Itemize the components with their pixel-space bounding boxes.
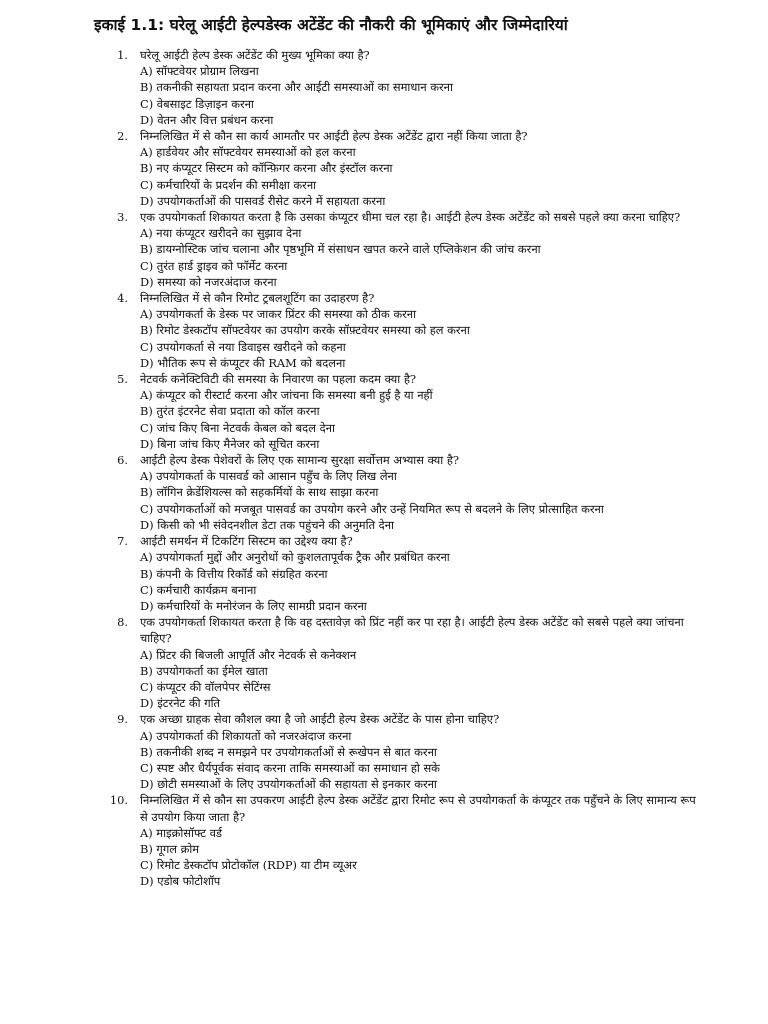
answer-option: D) बिना जांच किए मैनेजर को सूचित करना [140,436,320,451]
answer-option: B) तकनीकी शब्द न समझने पर उपयोगकर्ताओं से रूखेपन से बात करना [140,744,437,759]
question-item [94,792,698,889]
answer-option: B) तकनीकी सहायता प्रदान करना और आईटी समस्याओं का समाधान करना [140,80,453,95]
option-list [140,728,698,793]
page-title: इकाई 1.1: घरेलू आईटी हेल्पडेस्क अटेंडेंट की नौकरी की भूमिकाएं और जिम्मेदारियां [94,16,568,34]
answer-option: B) डायग्नोस्टिक जांच चलाना और पृष्ठभूमि में संसाधन खपत करने वाले एप्लिकेशन की जांच करना [140,242,541,257]
option-list [140,647,698,712]
answer-option: B) रिमोट डेस्कटॉप सॉफ्टवेयर का उपयोग करके सॉफ़्टवेयर समस्या को हल करना [140,323,470,338]
answer-option: D) वेतन और वित्त प्रबंधन करना [140,112,274,127]
question-item [94,371,698,452]
question-item [94,290,698,371]
question-number: 7. [117,534,128,549]
answer-option: A) उपयोगकर्ता के पासवर्ड को आसान पहुँच के लिए लिख लेना [140,469,397,484]
answer-option: C) जांच किए बिना नेटवर्क केबल को बदल देना [140,420,335,435]
option-list [140,144,698,209]
question-text: नेटवर्क कनेक्टिविटी की समस्या के निवारण का पहला कदम क्या है? [140,372,416,387]
answer-option: C) स्पष्ट और धैर्यपूर्वक संवाद करना ताकि समस्याओं का समाधान हो सके [140,760,440,775]
answer-option: D) भौतिक रूप से कंप्यूटर की RAM को बदलना [140,355,346,370]
answer-option: A) हार्डवेयर और सॉफ्टवेयर समस्याओं को हल करना [140,145,356,160]
answer-option: C) उपयोगकर्ताओं को मजबूत पासवर्ड का उपयोग करने और उन्हें नियमित रूप से बदलने के लिए प्रोत्साहित करना [140,501,604,516]
answer-option: C) रिमोट डेस्कटॉप प्रोटोकॉल (RDP) या टीम व्यूअर [140,858,357,873]
answer-option: D) किसी को भी संवेदनशील डेटा तक पहुंचने की अनुमति देना [140,517,395,532]
answer-option: B) गूगल क्रोम [140,841,200,856]
answer-option: A) प्रिंटर की बिजली आपूर्ति और नेटवर्क से कनेक्शन [140,647,357,662]
answer-option: C) वेबसाइट डिज़ाइन करना [140,96,254,111]
question-text: घरेलू आईटी हेल्प डेस्क अटेंडेंट की मुख्य भूमिका क्या है? [140,48,370,62]
option-list [140,225,698,290]
question-item [94,533,698,614]
answer-option: D) इंटरनेट की गति [140,696,221,711]
answer-option: C) कर्मचारी कार्यक्रम बनाना [140,582,257,597]
answer-option: D) एडोब फोटोशॉप [140,874,221,889]
question-text: निम्नलिखित में से कौन रिमोट ट्रबलशूटिंग का उदाहरण है? [140,291,375,306]
question-item [94,452,698,533]
question-text: एक उपयोगकर्ता शिकायत करता है कि वह दस्तावेज़ को प्रिंट नहीं कर पा रहा है। आईटी हेल्प डेस्क अटेंडेंट को सबसे पहले क्या जांचना चाहिए? [140,615,684,646]
answer-option: C) कंप्यूटर की वॉलपेपर सेटिंग्स [140,679,271,694]
answer-option: B) नए कंप्यूटर सिस्टम को कॉन्फ़िगर करना और इंस्टॉल करना [140,161,393,176]
answer-option: A) उपयोगकर्ता मुद्दों और अनुरोधों को कुशलतापूर्वक ट्रैक और प्रबंधित करना [140,550,450,565]
answer-option: D) समस्या को नजरअंदाज करना [140,274,277,289]
question-text: एक उपयोगकर्ता शिकायत करता है कि उसका कंप्यूटर धीमा चल रहा है। आईटी हेल्प डेस्क अटेंडेंट को सबसे पहले क्या करना चाहिए? [140,210,681,225]
answer-option: D) कर्मचारियों के मनोरंजन के लिए सामग्री प्रदान करना [140,598,367,613]
answer-option: B) कंपनी के वित्तीय रिकॉर्ड को संग्रहित करना [140,566,328,581]
option-list [140,387,698,452]
answer-option: A) कंप्यूटर को रीस्टार्ट करना और जांचना कि समस्या बनी हुई है या नहीं [140,388,433,403]
question-number: 10. [109,793,128,808]
question-item [94,614,698,711]
question-text: निम्नलिखित में से कौन सा कार्य आमतौर पर आईटी हेल्प डेस्क अटेंडेंट द्वारा नहीं किया जाता है? [140,129,528,144]
question-text: आईटी हेल्प डेस्क पेशेवरों के लिए एक सामान्य सुरक्षा सर्वोत्तम अभ्यास क्या है? [140,453,460,468]
question-item [94,128,698,209]
question-text: आईटी समर्थन में टिकटिंग सिस्टम का उद्देश्य क्या है? [140,534,353,549]
answer-option: A) उपयोगकर्ता की शिकायतों को नजरअंदाज करना [140,728,352,743]
question-number: 3. [117,210,128,225]
option-list [140,825,698,890]
answer-option: C) उपयोगकर्ता से नया डिवाइस खरीदने को कहना [140,339,346,354]
answer-option: B) उपयोगकर्ता का ईमेल खाता [140,663,268,678]
question-item [94,209,698,290]
answer-option: C) कर्मचारियों के प्रदर्शन की समीक्षा करना [140,177,317,192]
question-number: 1. [117,48,128,62]
question-number: 2. [117,129,128,144]
answer-option: A) माइक्रोसॉफ्ट वर्ड [140,825,223,840]
question-number: 5. [117,372,128,387]
question-list [94,47,698,890]
question-item [94,47,698,128]
answer-option: B) तुरंत इंटरनेट सेवा प्रदाता को कॉल करना [140,404,320,419]
option-list [140,549,698,614]
answer-option: A) सॉफ्टवेयर प्रोग्राम लिखना [140,64,259,79]
answer-option: C) तुरंत हार्ड ड्राइव को फॉर्मेट करना [140,258,288,273]
question-number: 6. [117,453,128,468]
question-number: 9. [117,712,128,727]
answer-option: A) उपयोगकर्ता के डेस्क पर जाकर प्रिंटर की समस्या को ठीक करना [140,307,417,322]
question-number: 8. [117,615,128,630]
question-item [94,711,698,792]
option-list [140,468,698,533]
question-text: निम्नलिखित में से कौन सा उपकरण आईटी हेल्प डेस्क अटेंडेंट द्वारा रिमोट रूप से उपयोगकर्ता के कंप्यूटर तक पहुँचने के लिए सामान्य रूप से उपयोग किया जाता है? [140,793,696,824]
question-number: 4. [117,291,128,306]
answer-option: D) छोटी समस्याओं के लिए उपयोगकर्ताओं की सहायता से इनकार करना [140,777,437,792]
option-list [140,63,698,128]
answer-option: B) लॉगिन क्रेडेंशियल्स को सहकर्मियों के साथ साझा करना [140,485,379,500]
answer-option: D) उपयोगकर्ताओं की पासवर्ड रीसेट करने में सहायता करना [140,193,386,208]
answer-option: A) नया कंप्यूटर खरीदने का सुझाव देना [140,226,302,241]
option-list [140,306,698,371]
question-text: एक अच्छा ग्राहक सेवा कौशल क्या है जो आईटी हेल्प डेस्क अटेंडेंट के पास होना चाहिए? [140,712,500,727]
